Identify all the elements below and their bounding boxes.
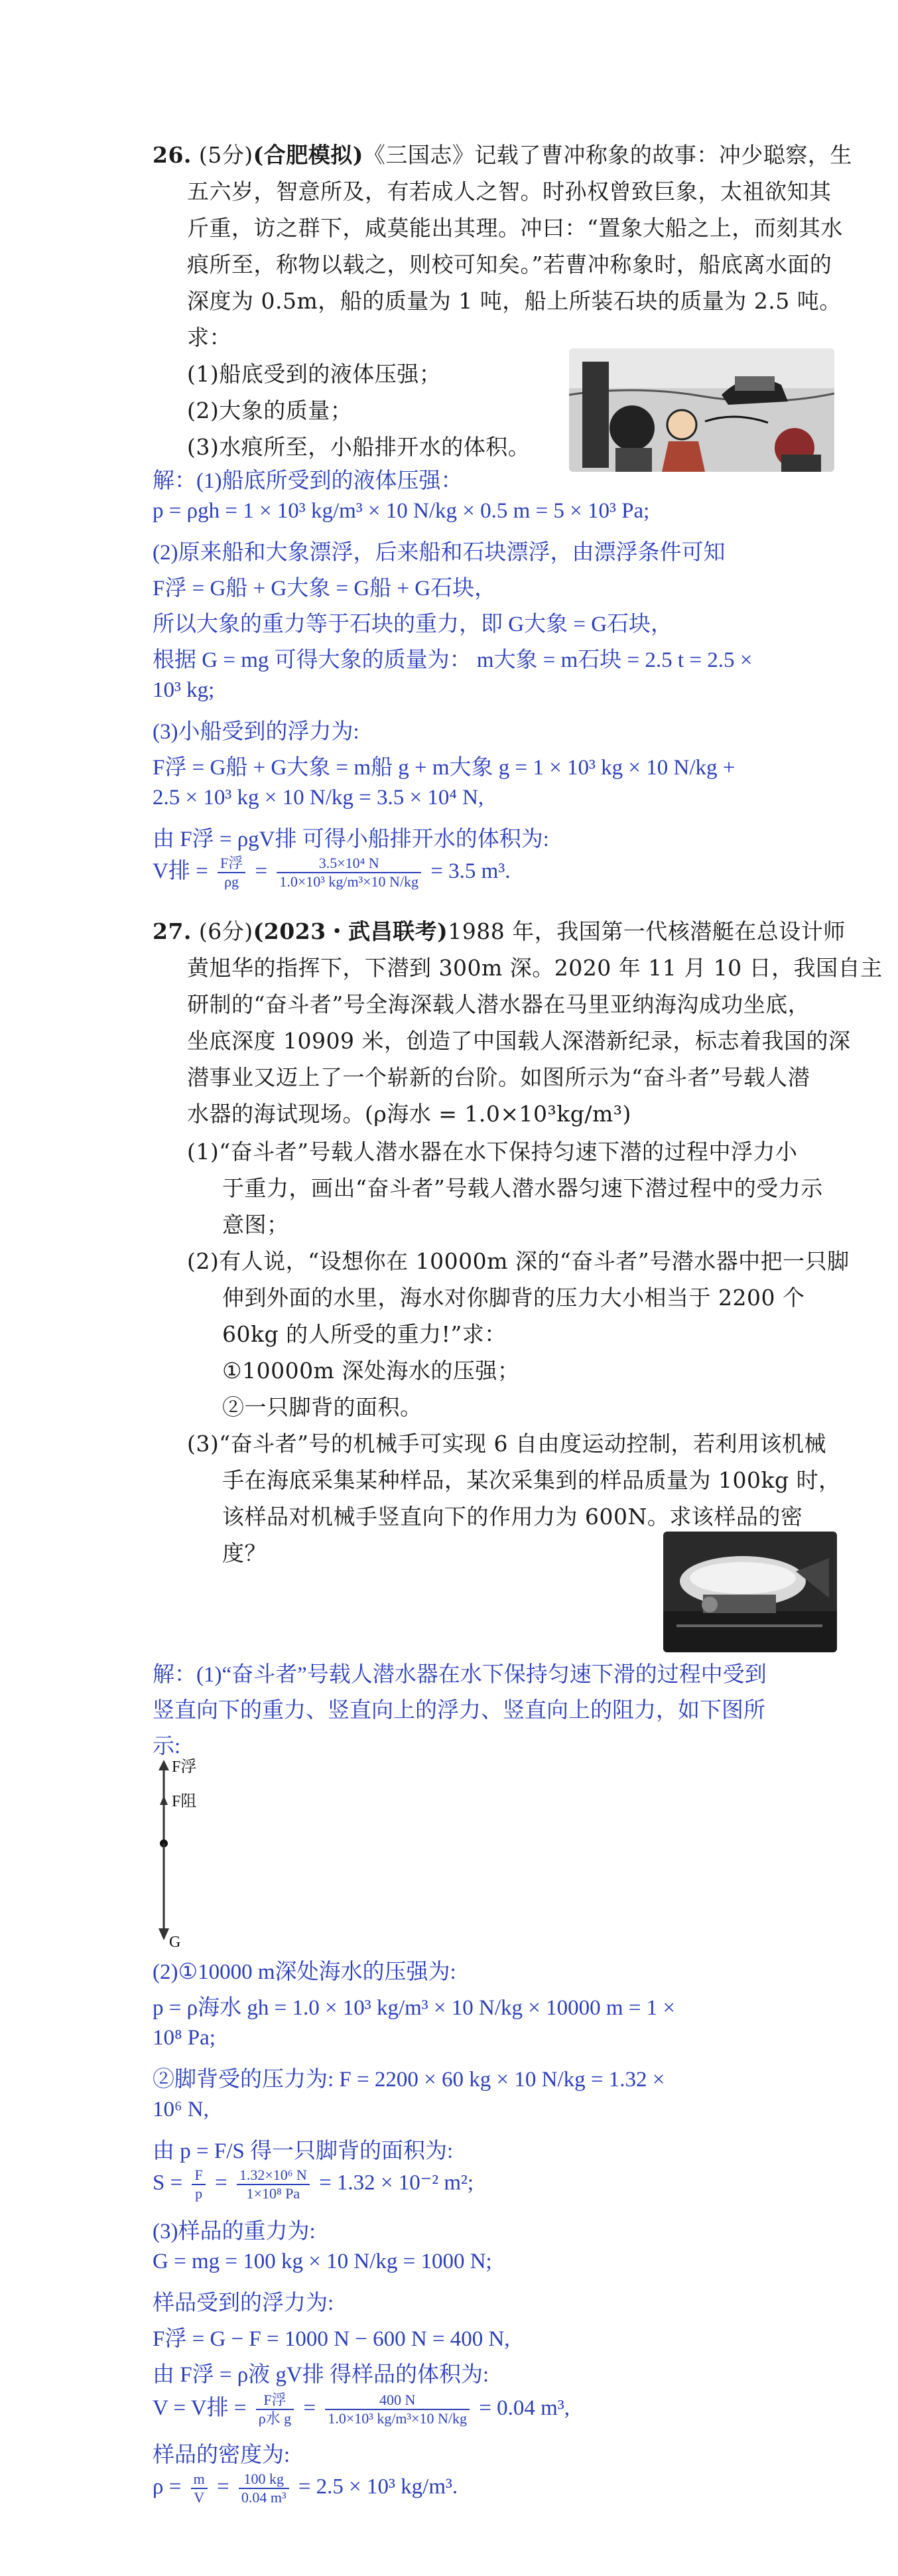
submersible-photo <box>663 1532 837 1652</box>
answer-line: 10⁶ N, <box>153 2098 209 2121</box>
answer-line: (3)样品的重力为: <box>153 2220 316 2244</box>
question-score: (5分) <box>198 142 253 168</box>
fraction <box>325 2392 470 2427</box>
answer-formula <box>153 853 511 891</box>
answer-formula <box>153 2390 570 2427</box>
fraction-denominator: 1.0×10³ kg/m³×10 N/kg <box>279 873 419 891</box>
gravity-arrow-head <box>159 1928 169 1940</box>
answer-line: (2)原来船和大象漂浮，后来船和石块漂浮，由漂浮条件可知 <box>153 541 726 565</box>
answer-line: ②脚背受的压力为: F = 2200 × 60 kg × 10 N/kg = 1.32 × <box>153 2068 665 2092</box>
fraction <box>277 855 421 891</box>
question-text: 痕所至，称物以载之，则校可知矣。”若曹冲称象时，船底离水面的 <box>187 251 832 277</box>
answer-line: (3)小船受到的浮力为: <box>153 720 359 744</box>
question-number: 26. <box>153 142 192 168</box>
buoyancy-label: F浮 <box>172 1758 197 1776</box>
answer-formula <box>153 2167 474 2202</box>
answer-line: F浮 = G船 + G大象 = m船 g + m大象 g = 1 × 10³ kg × 10 N/kg + <box>153 756 736 780</box>
sub-question: ①10000m 深处海水的压强； <box>222 1358 520 1384</box>
question-text: 求： <box>187 324 231 350</box>
question-text: 1988 年，我国第一代核潜艇在总设计师 <box>448 918 846 944</box>
formula-text: ρ = <box>153 2474 187 2499</box>
fraction <box>237 2167 310 2202</box>
formula-text: = <box>255 859 273 883</box>
question-number: 27. <box>153 918 192 944</box>
question-26-line-1 <box>153 138 852 169</box>
fraction-numerator: m <box>191 2470 208 2489</box>
answer-line: p = ρgh = 1 × 10³ kg/m³ × 10 N/kg × 0.5 m = 5 × 10³ Pa; <box>153 499 650 523</box>
resistance-label: F阻 <box>172 1793 197 1810</box>
answer-line: 样品的密度为: <box>153 2443 290 2467</box>
answer-line: 2.5 × 10³ kg × 10 N/kg = 3.5 × 10⁴ N, <box>153 786 484 810</box>
formula-text: = 1.32 × 10⁻² m²; <box>319 2171 474 2195</box>
question-source: (合肥模拟) <box>253 142 363 168</box>
fraction <box>256 2392 294 2427</box>
fraction-denominator: p <box>195 2185 203 2202</box>
formula-text: V排 = <box>153 859 214 883</box>
question-text: 五六岁，智意所及，有若成人之智。时孙权曾致巨象，太祖欲知其 <box>187 179 832 204</box>
answer-line: 由 p = F/S 得一只脚背的面积为: <box>153 2139 454 2163</box>
sub-question: (1)“奋斗者”号载人潜水器在水下保持匀速下潜的过程中浮力小 <box>187 1139 798 1165</box>
answer-line: 解：(1)船底所受到的液体压强： <box>153 469 463 493</box>
answer-line: p = ρ海水 gh = 1.0 × 10³ kg/m³ × 10 N/kg × 10000 m = 1 × <box>153 1996 676 2020</box>
fraction-denominator: ρ水 g <box>258 2410 292 2427</box>
buoyancy-arrow-head <box>159 1760 169 1770</box>
fraction-numerator: 400 N <box>325 2392 470 2410</box>
fraction-numerator: 100 kg <box>239 2470 289 2489</box>
fraction-denominator: ρg <box>224 873 239 891</box>
fraction-numerator: F浮 <box>218 855 245 873</box>
answer-line: (2)①10000 m深处海水的压强为: <box>153 1960 456 1984</box>
answer-line: F浮 = G − F = 1000 N − 600 N = 400 N, <box>153 2327 510 2351</box>
question-source: (2023・武昌联考) <box>253 918 448 944</box>
sub-question: 该样品对机械手竖直向下的作用力为 600N。求该样品的密 <box>222 1504 803 1530</box>
fraction-denominator: 1.0×10³ kg/m³×10 N/kg <box>328 2410 468 2427</box>
force-diagram <box>149 1757 229 1950</box>
formula-text: = 2.5 × 10³ kg/m³. <box>298 2474 458 2499</box>
sub-question: 于重力，画出“奋斗者”号载人潜水器匀速下潜过程中的受力示 <box>222 1175 823 1201</box>
question-score: (6分) <box>198 918 253 944</box>
answer-line: 由 F浮 = ρgV排 可得小船排开水的体积为: <box>153 827 549 851</box>
answer-line: 竖直向下的重力、竖直向上的浮力、竖直向上的阻力，如下图所 <box>153 1699 765 1723</box>
sub-question: (3)水痕所至，小船排开水的体积。 <box>187 434 531 460</box>
fraction-numerator: F <box>192 2167 205 2185</box>
question-text: 潜事业又迈上了一个崭新的台阶。如图所示为“奋斗者”号载人潜 <box>187 1064 810 1090</box>
gravity-label: G <box>169 1934 181 1950</box>
fraction-numerator: 1.32×10⁶ N <box>237 2167 310 2185</box>
fraction-denominator: V <box>194 2489 205 2506</box>
fraction <box>192 2167 205 2202</box>
formula-text: = <box>214 2171 233 2195</box>
sub-question: 60kg 的人所受的重力!”求： <box>222 1321 507 1347</box>
formula-text: = <box>216 2474 235 2499</box>
sub-question: 度？ <box>222 1540 267 1566</box>
answer-line: 所以大象的重力等于石块的重力，即 G大象 = G石块， <box>153 612 673 636</box>
sub-question: (2)大象的质量； <box>187 397 353 423</box>
answer-line: 解：(1)“奋斗者”号载人潜水器在水下保持匀速下滑的过程中受到 <box>153 1663 767 1687</box>
sub-question: 伸到外面的水里，海水对你脚背的压力大小相当于 2200 个 <box>222 1285 805 1311</box>
fraction <box>239 2470 289 2506</box>
formula-text: = 3.5 m³. <box>430 859 511 883</box>
question-text: 《三国志》记载了曹冲称象的故事：冲少聪察，生 <box>363 142 852 168</box>
sub-question: (2)有人说，“设想你在 10000m 深的“奋斗者”号潜水器中把一只脚 <box>187 1248 850 1274</box>
formula-text: S = <box>153 2171 188 2195</box>
answer-line: 10⁸ Pa; <box>153 2026 216 2050</box>
fraction-denominator: 1×10⁸ Pa <box>246 2185 300 2202</box>
resistance-arrow-head <box>160 1796 168 1805</box>
question-text: 坐底深度 10909 米，创造了中国载人深潜新纪录，标志着我国的深 <box>187 1028 851 1054</box>
answer-line: 根据 G = mg 可得大象的质量为： m大象 = m石块 = 2.5 t = 2.5 × <box>153 648 753 672</box>
sub-question: ②一只脚背的面积。 <box>222 1394 422 1420</box>
fraction-numerator: F浮 <box>256 2392 294 2410</box>
formula-text: = <box>303 2396 322 2420</box>
answer-line: 由 F浮 = ρ液 gV排 得样品的体积为: <box>153 2363 489 2387</box>
question-text: 斤重，访之群下，咸莫能出其理。冲曰：“置象大船之上，而刻其水 <box>187 215 843 241</box>
formula-text: = 0.04 m³, <box>479 2396 570 2420</box>
fraction-numerator: 3.5×10⁴ N <box>277 855 421 873</box>
answer-line: 示: <box>153 1735 181 1758</box>
question-text: 水器的海试现场。(ρ海水 = 1.0×10³kg/m³) <box>187 1101 631 1127</box>
question-27-line-1 <box>153 914 846 946</box>
fraction <box>218 855 245 891</box>
answer-line: 10³ kg; <box>153 678 215 702</box>
cao-chong-illustration <box>569 348 834 472</box>
sub-question: 意图； <box>222 1212 289 1238</box>
fraction-denominator: 0.04 m³ <box>241 2489 287 2506</box>
answer-formula <box>153 2470 458 2506</box>
sub-question: (1)船底受到的液体压强； <box>187 361 442 387</box>
question-text: 黄旭华的指挥下，下潜到 300m 深。2020 年 11 月 10 日，我国自主 <box>187 955 883 981</box>
formula-text: V = V排 = <box>153 2396 252 2420</box>
question-text: 研制的“奋斗者”号全海深载人潜水器在马里亚纳海沟成功坐底， <box>187 991 810 1017</box>
sub-question: 手在海底采集某种样品，某次采集到的样品质量为 100kg 时， <box>222 1467 841 1493</box>
sub-question: (3)“奋斗者”号的机械手可实现 6 自由度运动控制，若利用该机械 <box>187 1431 826 1457</box>
question-text: 深度为 0.5m，船的质量为 1 吨，船上所装石块的质量为 2.5 吨。 <box>187 288 842 314</box>
answer-line: 样品受到的浮力为: <box>153 2291 334 2315</box>
fraction <box>191 2470 208 2506</box>
answer-line: G = mg = 100 kg × 10 N/kg = 1000 N; <box>153 2250 492 2273</box>
answer-line: F浮 = G船 + G大象 = G船 + G石块， <box>153 577 497 601</box>
